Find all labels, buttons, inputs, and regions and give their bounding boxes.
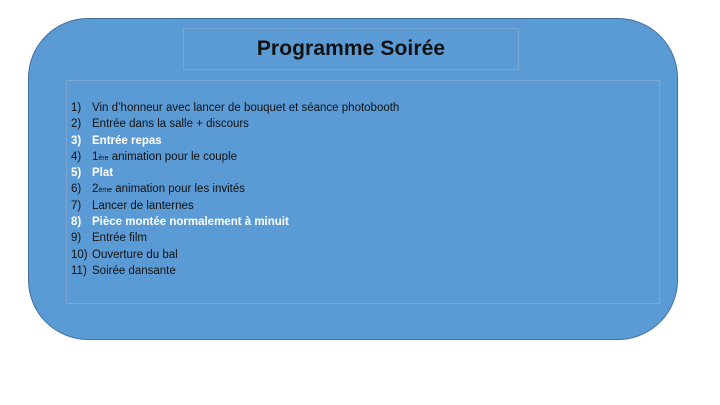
item-text: Soirée dansante <box>92 264 176 277</box>
item-text: Entrée repas <box>92 134 162 147</box>
list-item <box>71 265 399 281</box>
item-number: 3) <box>71 134 82 147</box>
item-ordinal: 2 <box>92 183 99 196</box>
item-number: 7) <box>71 199 82 212</box>
program-list <box>71 102 399 281</box>
list-item: 4) 1 ère animation pour le couple <box>71 150 238 163</box>
item-text: Entrée film <box>92 232 147 245</box>
item-text: Vin d’honneur avec lancer de bouquet et séance photobooth <box>92 102 400 114</box>
list-item <box>71 118 399 134</box>
list-item <box>71 216 399 232</box>
list-item <box>71 167 399 183</box>
item-ordinal: 1 <box>92 150 99 163</box>
item-text: Plat <box>92 167 114 180</box>
item-text: animation pour les invités <box>112 183 245 196</box>
item-text: Lancer de lanternes <box>92 199 194 212</box>
item-text: animation pour le couple <box>108 150 238 163</box>
item-text: Pièce montée normalement à minuit <box>92 216 289 229</box>
item-number: 2) <box>71 118 82 131</box>
program-list-box <box>66 80 660 304</box>
slide-title: Programme Soirée <box>256 37 446 60</box>
item-number: 1) <box>71 102 82 114</box>
item-number: 9) <box>71 232 82 245</box>
item-number: 6) <box>71 183 82 196</box>
list-item <box>71 200 399 216</box>
list-item <box>71 102 399 118</box>
title-box <box>183 28 519 70</box>
list-item: 6) 2 ème animation pour les invités <box>71 183 245 196</box>
item-number: 8) <box>71 216 82 229</box>
item-number: 5) <box>71 167 82 180</box>
item-number: 10) <box>71 248 88 261</box>
item-number: 4) <box>71 150 82 163</box>
item-number: 11) <box>71 264 87 277</box>
item-text: Ouverture du bal <box>92 248 178 261</box>
list-item <box>71 249 399 265</box>
list-item <box>71 135 399 151</box>
item-text: Entrée dans la salle + discours <box>92 118 249 131</box>
list-item <box>71 232 399 248</box>
